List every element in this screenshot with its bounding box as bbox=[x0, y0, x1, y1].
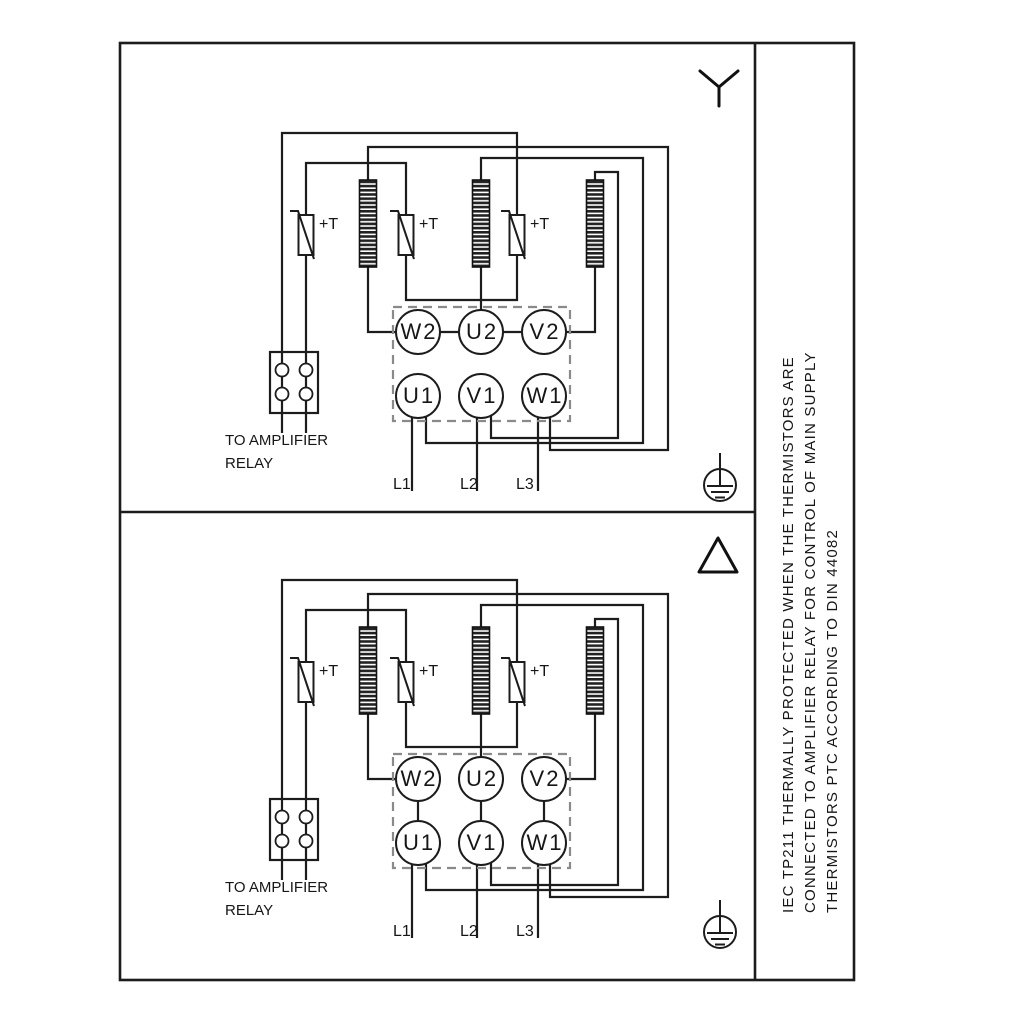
thermistor1-label: +T bbox=[319, 216, 339, 233]
thermistor1-label: +T bbox=[319, 663, 339, 680]
l2-label: L2 bbox=[460, 476, 478, 493]
terminal-u2-label: U2 bbox=[465, 319, 499, 344]
coil-u-winding bbox=[473, 627, 490, 714]
coil-u-winding bbox=[473, 180, 490, 267]
relay-pin bbox=[276, 835, 289, 848]
note-line1: IEC TP211 THERMALLY PROTECTED WHEN THE THERMISTORS ARE bbox=[780, 356, 797, 913]
terminal-u1-label: U1 bbox=[402, 383, 436, 408]
terminal-v1-label: V1 bbox=[466, 830, 498, 855]
note-line3: THERMISTORS PTC ACCORDING TO DIN 44082 bbox=[824, 528, 841, 913]
terminal-w2-label: W2 bbox=[400, 766, 438, 791]
relay-pin bbox=[276, 388, 289, 401]
terminal-v2-label: V2 bbox=[529, 766, 561, 791]
relay-caption-line1: TO AMPLIFIER bbox=[225, 432, 329, 449]
thermistor3-label: +T bbox=[530, 663, 550, 680]
relay-pin bbox=[276, 811, 289, 824]
thermistor2-label: +T bbox=[419, 663, 439, 680]
relay-pin bbox=[276, 364, 289, 377]
terminal-v2-label: V2 bbox=[529, 319, 561, 344]
l3-label: L3 bbox=[516, 476, 534, 493]
l3-label: L3 bbox=[516, 923, 534, 940]
relay-pin bbox=[300, 811, 313, 824]
thermistor2-label: +T bbox=[419, 216, 439, 233]
l1-label: L1 bbox=[393, 923, 411, 940]
thermistor3-label: +T bbox=[530, 216, 550, 233]
note-line2: CONNECTED TO AMPLIFIER RELAY FOR CONTROL OF MAIN SUPPLY bbox=[802, 351, 819, 913]
relay-pin bbox=[300, 364, 313, 377]
terminal-w2-label: W2 bbox=[400, 319, 438, 344]
terminal-v1-label: V1 bbox=[466, 383, 498, 408]
relay-pin bbox=[300, 835, 313, 848]
terminal-u1-label: U1 bbox=[402, 830, 436, 855]
relay-caption-line1: TO AMPLIFIER bbox=[225, 879, 329, 896]
coil-v-winding bbox=[587, 627, 604, 714]
relay-caption-line2: RELAY bbox=[225, 902, 274, 919]
l2-label: L2 bbox=[460, 923, 478, 940]
terminal-w1-label: W1 bbox=[526, 830, 564, 855]
relay-caption-line2: RELAY bbox=[225, 455, 274, 472]
terminal-w1-label: W1 bbox=[526, 383, 564, 408]
relay-pin bbox=[300, 388, 313, 401]
coil-w-winding bbox=[360, 627, 377, 714]
l1-label: L1 bbox=[393, 476, 411, 493]
coil-v-winding bbox=[587, 180, 604, 267]
terminal-u2-label: U2 bbox=[465, 766, 499, 791]
coil-w-winding bbox=[360, 180, 377, 267]
